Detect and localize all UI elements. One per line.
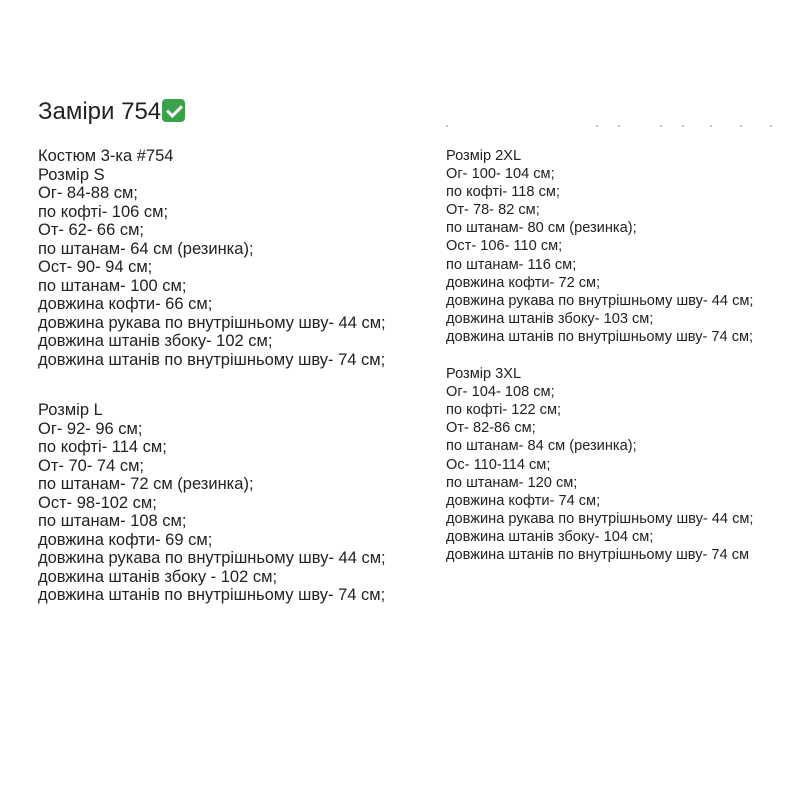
text-line: довжина кофти- 74 см;: [446, 492, 601, 509]
text-line: по штанам- 84 см (резинка);: [446, 438, 637, 455]
text-line: довжина штанів збоку- 103 см;: [446, 310, 654, 327]
decorative-dots: [446, 123, 772, 129]
text-line: Костюм 3-ка #754: [38, 147, 174, 165]
text-line: по штанам- 108 см;: [38, 512, 187, 530]
check-mark-button-icon: [162, 99, 185, 122]
text-line: довжина рукава по внутрішньому шву- 44 см;: [446, 510, 754, 527]
text-line: довжина штанів по внутрішньому шву- 74 см: [446, 546, 750, 563]
text-line: довжина рукава по внутрішньому шву- 44 см;: [38, 549, 386, 567]
size-block-3xl: [446, 365, 786, 564]
text-line: От- 78- 82 см;: [446, 202, 540, 219]
block-spacer: [446, 346, 786, 365]
text-line: Ос- 110-114 см;: [446, 456, 551, 473]
size-block-2xl: [446, 147, 786, 346]
text-line: довжина штанів по внутрішньому шву- 74 см;: [38, 586, 386, 604]
text-line: довжина кофти- 72 см;: [446, 274, 601, 291]
text-line: От- 62- 66 см;: [38, 221, 145, 239]
text-line: Розмір 2XL: [446, 148, 522, 164]
text-line: по штанам- 100 см;: [38, 276, 187, 295]
size-block-s: [38, 147, 428, 369]
text-line: От- 70- 74 см;: [38, 456, 145, 475]
text-line: Ост- 98-102 см;: [38, 493, 157, 512]
size-block-l: [38, 401, 428, 605]
text-line: довжина штанів по внутрішньому шву- 74 см;: [446, 328, 754, 345]
text-line: по штанам- 80 см (резинка);: [446, 220, 637, 237]
text-line: довжина штанів збоку - 102 см;: [38, 567, 278, 586]
text-line: Розмір S: [38, 165, 105, 184]
text-line: Ог- 100- 104 см;: [446, 166, 555, 183]
text-line: по кофті- 122 см;: [446, 402, 562, 419]
text-line: по кофті- 118 см;: [446, 184, 560, 201]
text-line: Ост- 90- 94 см;: [38, 258, 153, 276]
text-line: От- 82-86 см;: [446, 420, 536, 437]
text-line: довжина штанів збоку- 102 см;: [38, 332, 273, 350]
text-line: довжина рукава по внутрішньому шву- 44 см;: [446, 292, 754, 309]
measurements-column-right: [446, 147, 786, 564]
text-line: довжина кофти- 69 см;: [38, 530, 213, 549]
text-line: Ог- 92- 96 см;: [38, 419, 143, 438]
page-title-text: Заміри 754: [38, 98, 162, 125]
text-line: довжина кофти- 66 см;: [38, 295, 213, 313]
text-line: Розмір 3XL: [446, 366, 522, 383]
measurements-column-left: [38, 147, 428, 605]
text-line: по кофті- 114 см;: [38, 438, 167, 456]
text-line: по штанам- 72 см (резинка);: [38, 475, 254, 493]
page-title: [38, 96, 185, 128]
text-line: по штанам- 64 см (резинка);: [38, 239, 254, 258]
text-line: Розмір L: [38, 401, 103, 419]
text-line: довжина штанів по внутрішньому шву- 74 см;: [38, 350, 386, 369]
text-line: довжина рукава по внутрішньому шву- 44 см;: [38, 313, 386, 332]
text-line: Ог- 84-88 см;: [38, 184, 138, 202]
text-line: Ог- 104- 108 см;: [446, 384, 555, 401]
text-line: по кофті- 106 см;: [38, 202, 169, 221]
text-line: Ост- 106- 110 см;: [446, 238, 563, 255]
text-line: по штанам- 120 см;: [446, 474, 578, 491]
text-line: довжина штанів збоку- 104 см;: [446, 528, 654, 545]
block-spacer: [38, 369, 428, 401]
text-line: по штанам- 116 см;: [446, 256, 577, 273]
